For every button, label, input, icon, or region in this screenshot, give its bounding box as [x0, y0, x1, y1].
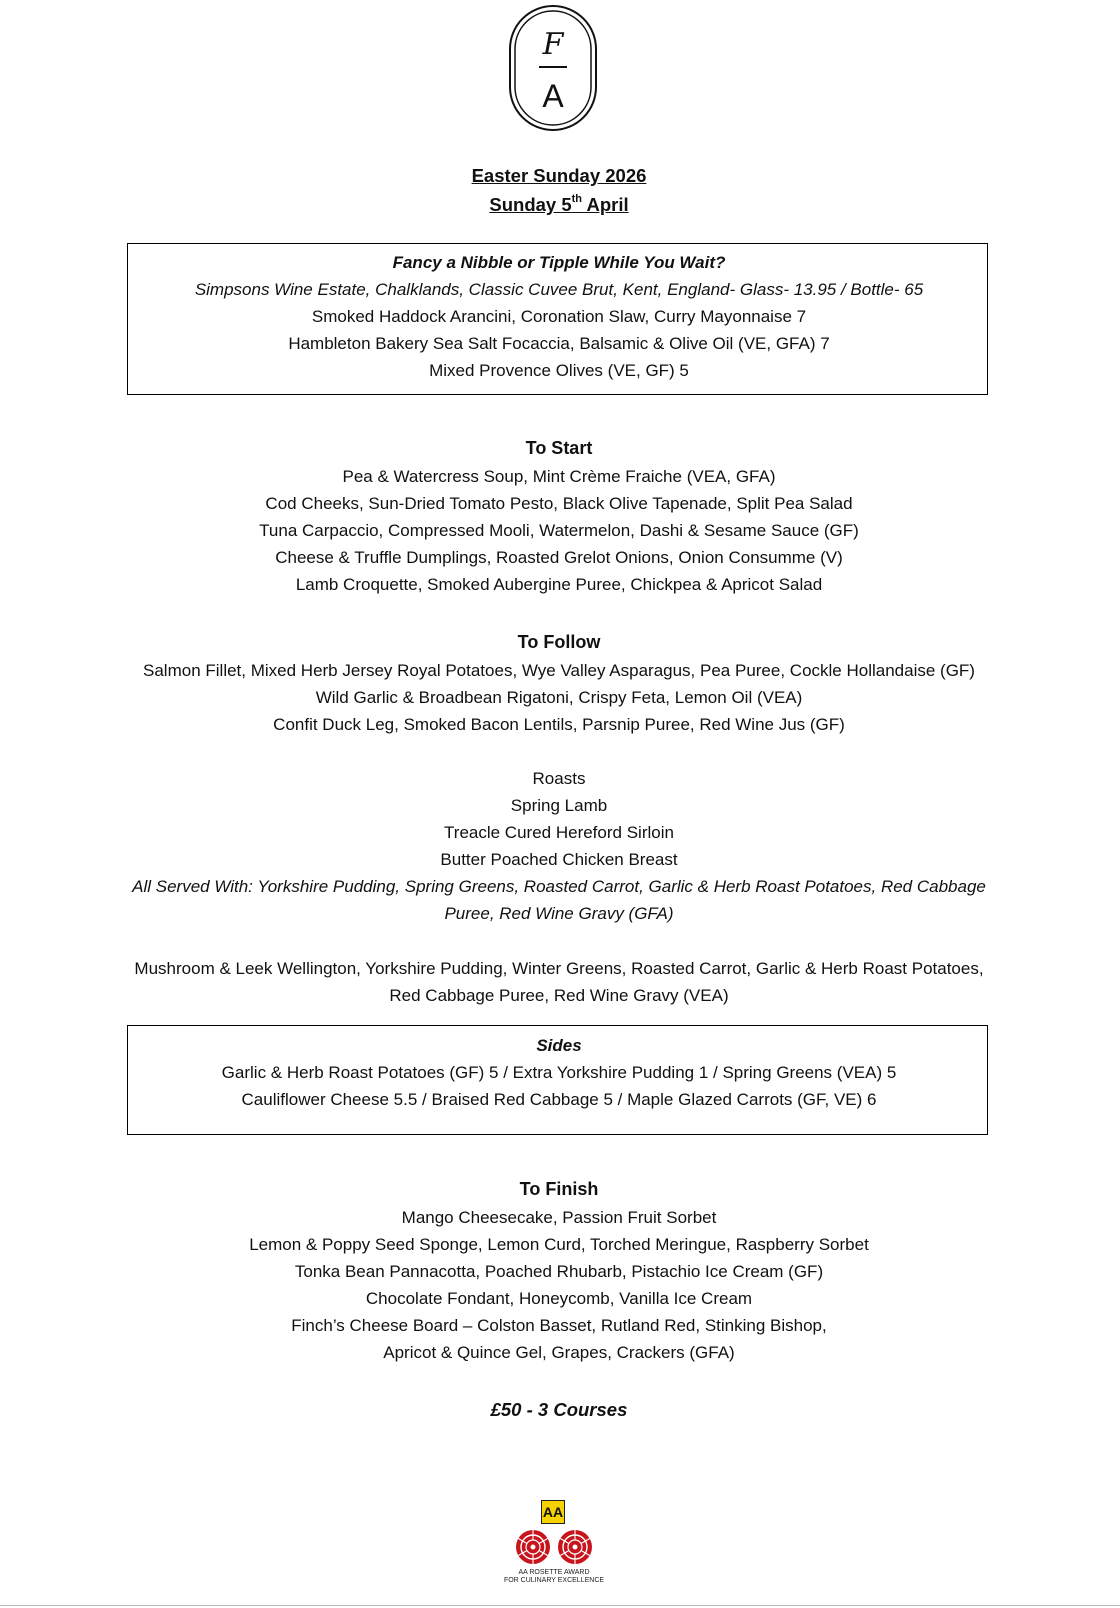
roasts-label: Roasts [532, 769, 586, 788]
nibbles-item: Simpsons Wine Estate, Chalklands, Classic Cuvee Brut, Kent, England- Glass- 13.95 / Bottle- 65 [194, 280, 924, 299]
nibbles-item: Smoked Haddock Arancini, Coronation Slaw, Curry Mayonnaise 7 [311, 307, 807, 326]
nibbles-item: Hambleton Bakery Sea Salt Focaccia, Balsamic & Olive Oil (VE, GFA) 7 [288, 334, 830, 353]
rosette-icon [513, 1527, 595, 1567]
roast-item: Treacle Cured Hereford Sirloin [444, 823, 674, 842]
menu-date: Sunday 5th April [489, 192, 629, 215]
to-finish-heading: To Finish [519, 1179, 599, 1199]
restaurant-logo [508, 4, 598, 132]
sides-heading: Sides [536, 1036, 582, 1055]
award-caption [493, 1569, 615, 1585]
dessert-item: Finch’s Cheese Board – Colston Basset, Rutland Red, Stinking Bishop, [291, 1316, 827, 1335]
starter-item: Tuna Carpaccio, Compressed Mooli, Watermelon, Dashi & Sesame Sauce (GF) [259, 521, 859, 540]
main-item: Wild Garlic & Broadbean Rigatoni, Crispy Feta, Lemon Oil (VEA) [315, 688, 803, 707]
starter-item: Cod Cheeks, Sun-Dried Tomato Pesto, Black Olive Tapenade, Split Pea Salad [265, 494, 853, 513]
main-item: Salmon Fillet, Mixed Herb Jersey Royal Potatoes, Wye Valley Asparagus, Pea Puree, Cockle Hollandaise (GF) [143, 661, 975, 680]
page-bottom-divider [0, 1605, 1120, 1606]
dessert-item: Chocolate Fondant, Honeycomb, Vanilla Ice Cream [365, 1289, 753, 1308]
dessert-item: Mango Cheesecake, Passion Fruit Sorbet [401, 1208, 717, 1227]
roast-item: Spring Lamb [510, 796, 608, 815]
price: £50 - 3 Courses [490, 1399, 628, 1420]
starter-item: Lamb Croquette, Smoked Aubergine Puree, Chickpea & Apricot Salad [295, 575, 823, 594]
award-caption-line1: AA ROSETTE AWARD [518, 1569, 590, 1576]
starter-item: Cheese & Truffle Dumplings, Roasted Grelot Onions, Onion Consumme (V) [275, 548, 843, 567]
menu-title: Easter Sunday 2026 [471, 165, 647, 186]
logo-letter: A [542, 78, 564, 114]
main-item: Confit Duck Leg, Smoked Bacon Lentils, Parsnip Puree, Red Wine Jus (GF) [273, 715, 845, 734]
roasts-served-with-cont: Puree, Red Wine Gravy (GFA) [444, 904, 674, 923]
sides-item: Cauliflower Cheese 5.5 / Braised Red Cabbage 5 / Maple Glazed Carrots (GF, VE) 6 [241, 1090, 877, 1109]
to-start-heading: To Start [525, 438, 593, 458]
roast-item: Butter Poached Chicken Breast [440, 850, 678, 869]
to-follow-heading: To Follow [517, 632, 601, 652]
dessert-item: Apricot & Quince Gel, Grapes, Crackers (GFA) [383, 1343, 735, 1362]
sides-item: Garlic & Herb Roast Potatoes (GF) 5 / Extra Yorkshire Pudding 1 / Spring Greens (VEA) 5 [221, 1063, 897, 1082]
nibbles-item: Mixed Provence Olives (VE, GF) 5 [429, 361, 689, 380]
wellington-item-cont: Red Cabbage Puree, Red Wine Gravy (VEA) [389, 986, 729, 1005]
logo-script-letter: F [542, 27, 564, 62]
dessert-item: Lemon & Poppy Seed Sponge, Lemon Curd, Torched Meringue, Raspberry Sorbet [249, 1235, 869, 1254]
aa-badge: AA [541, 1500, 565, 1524]
starter-item: Pea & Watercress Soup, Mint Crème Fraiche (VEA, GFA) [342, 467, 776, 486]
award-caption-line2: FOR CULINARY EXCELLENCE [503, 1577, 605, 1584]
wellington-item: Mushroom & Leek Wellington, Yorkshire Pudding, Winter Greens, Roasted Carrot, Garlic & Herb Roast Potatoes, [134, 959, 984, 978]
dessert-item: Tonka Bean Pannacotta, Poached Rhubarb, Pistachio Ice Cream (GF) [294, 1262, 824, 1281]
nibbles-heading: Fancy a Nibble or Tipple While You Wait? [392, 253, 726, 272]
roasts-served-with: All Served With: Yorkshire Pudding, Spring Greens, Roasted Carrot, Garlic & Herb Roast Potatoes, Red Cabbage [132, 877, 986, 896]
